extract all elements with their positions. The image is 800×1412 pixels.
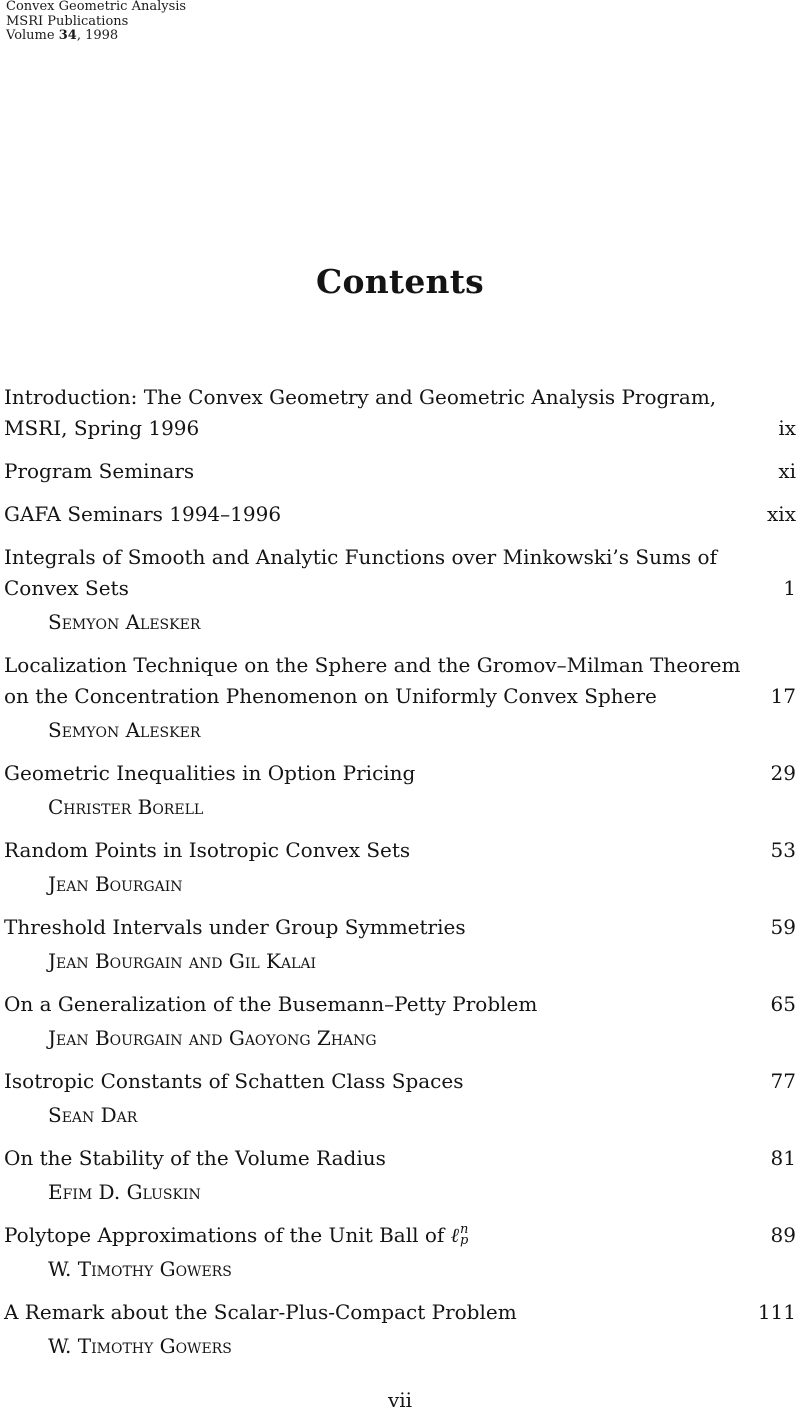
toc-entry-author: Efim D. Gluskin: [48, 1180, 201, 1204]
toc-entry-title: on the Concentration Phenomenon on Uniformly Convex Sphere: [4, 684, 657, 708]
toc-entry-author: Sean Dar: [48, 1103, 138, 1127]
toc-page-number: 59: [770, 915, 796, 939]
toc-page-number: 1: [783, 576, 796, 600]
volume-number: 34: [58, 28, 77, 43]
math-subscript: p: [460, 1232, 469, 1248]
toc-page-number: 81: [770, 1146, 796, 1170]
toc-entry-author: Christer Borell: [48, 795, 204, 819]
toc-page-number: 65: [770, 992, 796, 1016]
toc-page-number: 17: [770, 684, 796, 708]
toc-entry-title: Localization Technique on the Sphere and the Gromov–Milman Theorem: [4, 653, 741, 677]
toc-page-number: ix: [778, 416, 796, 440]
toc-entry-author: Semyon Alesker: [48, 610, 201, 634]
toc-entry-title: On the Stability of the Volume Radius: [4, 1146, 386, 1170]
toc-entry-title: A Remark about the Scalar-Plus-Compact Problem: [4, 1300, 517, 1324]
volume-suffix: , 1998: [76, 28, 119, 43]
toc-entry-title: Polytope Approximations of the Unit Ball of ℓ n p: [4, 1221, 469, 1248]
page-folio: vii: [387, 1388, 413, 1412]
toc-entry-title: Isotropic Constants of Schatten Class Spaces: [4, 1069, 464, 1093]
page-title: Contents: [316, 262, 484, 301]
toc-page-number: xi: [778, 459, 796, 483]
toc-page-number: 111: [757, 1300, 796, 1324]
toc-entry-title: GAFA Seminars 1994–1996: [4, 502, 282, 526]
toc-entry-title: Integrals of Smooth and Analytic Functions over Minkowski’s Sums of: [4, 545, 717, 569]
math-superscript: n: [460, 1221, 469, 1237]
toc-entry-title: Random Points in Isotropic Convex Sets: [4, 838, 411, 862]
toc-entry-author: Jean Bourgain and Gil Kalai: [48, 949, 316, 973]
toc-entry-author: W. Timothy Gowers: [48, 1334, 232, 1358]
toc-entry-title: MSRI, Spring 1996: [4, 416, 200, 440]
toc-page-number: 89: [770, 1223, 796, 1247]
toc-entry-title: Geometric Inequalities in Option Pricing: [4, 761, 416, 785]
math-lp-symbol: [451, 1223, 469, 1247]
toc-entry-title: Introduction: The Convex Geometry and Geometric Analysis Program,: [4, 385, 717, 409]
book-title: Convex Geometric Analysis: [6, 0, 187, 14]
series-name: MSRI Publications: [6, 13, 129, 29]
toc-entry-title: Convex Sets: [4, 576, 129, 600]
toc-page-number: 53: [770, 838, 796, 862]
toc-entry-title: On a Generalization of the Busemann–Petty Problem: [4, 992, 538, 1016]
toc-entry-author: Jean Bourgain and Gaoyong Zhang: [48, 1026, 377, 1050]
toc-entry-title: Threshold Intervals under Group Symmetries: [4, 915, 466, 939]
toc-page-number: xix: [767, 502, 796, 526]
toc-page-number: 29: [770, 761, 796, 785]
toc-entry-author: W. Timothy Gowers: [48, 1257, 232, 1281]
toc-page-number: 77: [770, 1069, 796, 1093]
toc-entry-author: Semyon Alesker: [48, 718, 201, 742]
math-scripts: [460, 1221, 469, 1248]
toc-entry-title: Program Seminars: [4, 459, 195, 483]
volume-prefix: Volume: [6, 28, 59, 43]
toc-entry-author: Jean Bourgain: [48, 872, 183, 896]
math-base: ℓ: [450, 1223, 460, 1247]
